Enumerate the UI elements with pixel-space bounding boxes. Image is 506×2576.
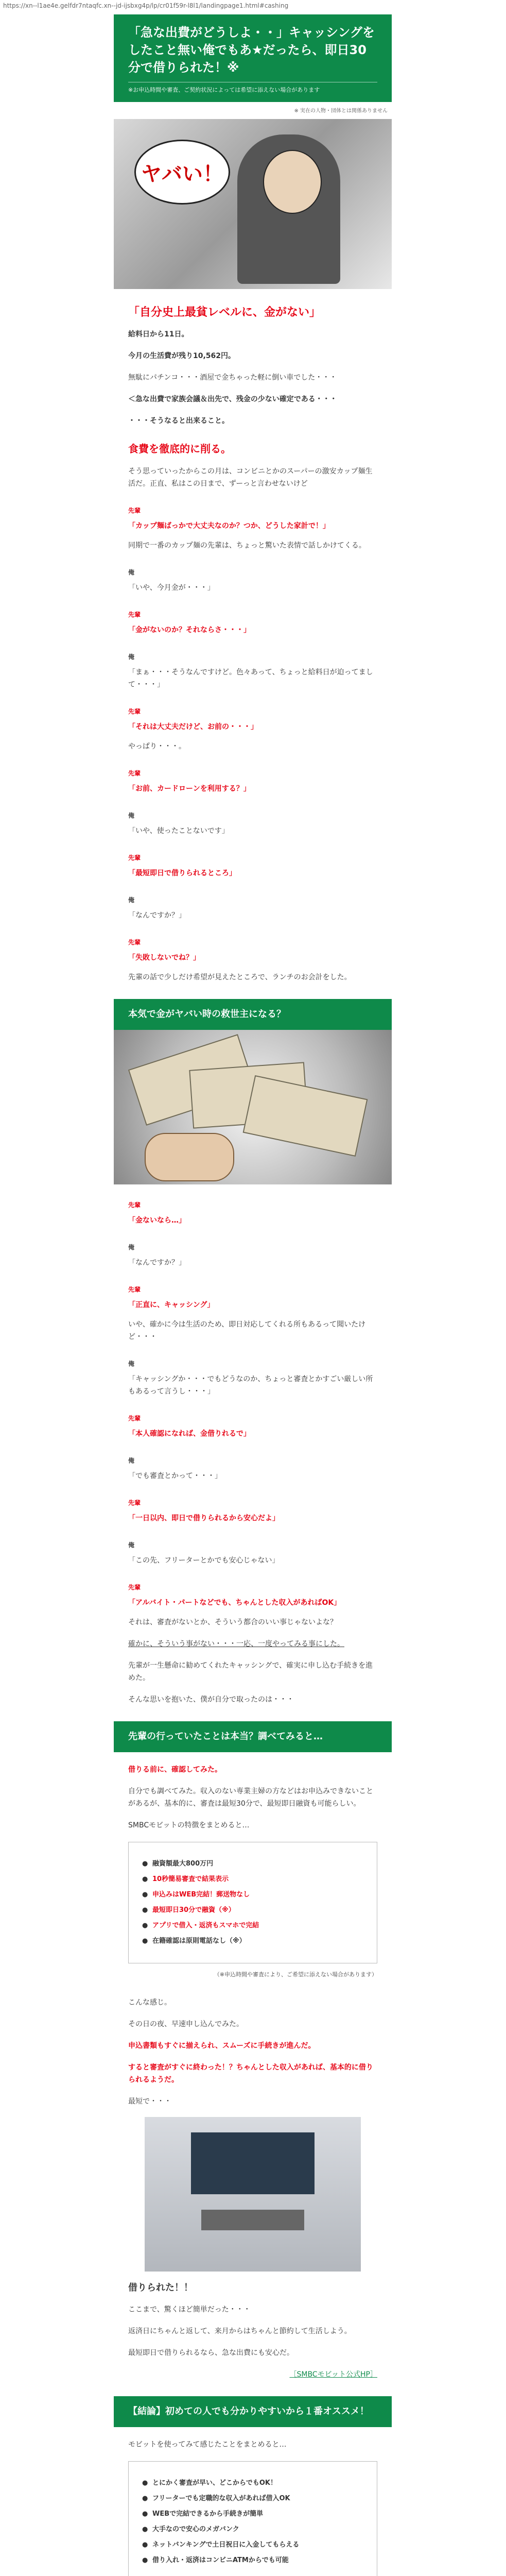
bullet-icon: ● xyxy=(142,2541,148,2549)
dialogue-speaker: 俺 xyxy=(128,1457,135,1464)
bullet-icon: ● xyxy=(142,2526,148,2533)
list-item xyxy=(142,1936,363,1946)
list-item xyxy=(142,2540,363,2550)
list-item-text: 最短即日30分で融資（※） xyxy=(152,1906,235,1914)
dialogue-speaker: 先輩 xyxy=(128,1286,141,1293)
list-item xyxy=(142,2509,363,2519)
bullet-icon: ● xyxy=(142,2495,148,2502)
list-item xyxy=(142,1921,363,1931)
dialogue-speaker: 俺 xyxy=(128,812,135,819)
dialogue-speaker: 先輩 xyxy=(128,507,141,514)
atm-photo xyxy=(145,2117,361,2272)
list-item-text: とにかく審査が早い、どこからでもOK！ xyxy=(152,2479,277,2487)
dialogue-speaker: 先輩 xyxy=(128,770,141,777)
dialogue-line: 「キャッシングか・・・でもどうなのか、ちょっと審査とかすごい厳しい所もあるって言うし・・・」 xyxy=(128,1375,373,1396)
bullet-icon: ● xyxy=(142,1906,148,1914)
paragraph: ・・・そうなると出来ること。 xyxy=(128,417,229,425)
dialogue-line: 「それは大丈夫だけど、お前の・・・」 xyxy=(128,723,258,731)
dialogue-speaker: 俺 xyxy=(128,569,135,576)
dialogue-speaker: 先輩 xyxy=(128,611,141,618)
paragraph: モビットを使ってみて感じたことをまとめると… xyxy=(128,2441,287,2449)
paragraph: こんな感じ。 xyxy=(128,1998,171,2007)
dialogue-line: 「失敗しないでね？」 xyxy=(128,954,200,962)
official-site-link[interactable]: ［SMBCモビット公式HP］ xyxy=(289,2370,377,2379)
dialogue-speaker: 俺 xyxy=(128,1244,135,1251)
list-item xyxy=(142,2555,363,2566)
bullet-icon: ● xyxy=(142,1922,148,1929)
dialogue-line: 「金がないのか？それならさ・・・」 xyxy=(128,626,251,634)
emphasis-heading: 食費を徹底的に削る。 xyxy=(128,443,231,455)
bullet-icon: ● xyxy=(142,2510,148,2518)
list-item-text: 融資額最大800万円 xyxy=(152,1860,214,1868)
features-box xyxy=(128,1842,377,1963)
list-item xyxy=(142,2524,363,2535)
atm-slot xyxy=(201,2210,304,2230)
dialogue-line: 「お前、カードローンを利用する？」 xyxy=(128,785,251,793)
list-item-text: ネットバンキングで土日祝日に入金してもらえる xyxy=(152,2541,300,2549)
bullet-icon: ● xyxy=(142,1860,148,1868)
list-item xyxy=(142,2494,363,2504)
dialogue-block xyxy=(128,504,377,984)
dialogue-speaker: 先輩 xyxy=(128,1201,141,1209)
features-list xyxy=(142,1859,363,1946)
hand-drawing xyxy=(145,1133,234,1181)
dialogue-speaker: 先輩 xyxy=(128,854,141,861)
illustration-face xyxy=(263,150,322,214)
dialogue-line: 「一日以内、即日で借りられるから安心だよ」 xyxy=(128,1514,280,1522)
dialogue-line: 「アルバイト・パートなどでも、ちゃんとした収入があればOK」 xyxy=(128,1599,341,1607)
hero-title: 「急な出費がどうしよ・・」キャッシングをしたこと無い俺でもあ★だったら、即日30分で借りられた！※ xyxy=(128,25,375,75)
hero-banner xyxy=(114,14,392,102)
list-item xyxy=(142,2478,363,2488)
list-item xyxy=(142,1859,363,1869)
exclaim-bubble: ヤバい！ xyxy=(134,140,230,205)
atm-screen xyxy=(191,2132,315,2194)
paragraph: 今月の生活費が残り10,562円。 xyxy=(128,352,236,360)
paragraph: 申込書類もすぐに揃えられ、スムーズに手続きが進んだ。 xyxy=(128,2042,316,2050)
list-item-text: フリーターでも定職的な収入があれば借入OK xyxy=(152,2495,290,2502)
paragraph: 給料日から11日。 xyxy=(128,330,189,338)
dialogue-line: 「でも審査とかって・・・」 xyxy=(128,1472,222,1480)
dialogue-line: 「カップ麺ばっかで大丈夫なのか？つか、どうした家計で！」 xyxy=(128,522,330,530)
list-item-text: 10秒簡易審査で結果表示 xyxy=(152,1875,229,1883)
dialogue-speaker: 俺 xyxy=(128,896,135,904)
dialogue-line: 「本人確認になれば、金借りれるで」 xyxy=(128,1430,251,1438)
paragraph: 最短即日で借りられるなら、急な出費にも安心だ。 xyxy=(128,2349,294,2357)
paragraph: それは、審査がないとか、そういう都合のいい事じゃないよな？ xyxy=(128,1618,337,1626)
hero-subtitle: ※お申込時間や審査、ご契約状況によっては希望に添えない場合があります xyxy=(128,82,377,94)
list-item-text: アプリで借入・返済もスマホで完結 xyxy=(152,1922,259,1929)
features-note: （※申込時間や審査により、ご希望に添えない場合があります） xyxy=(214,1971,377,1978)
paragraph: ＜急な出費で家族会議＆出先で、残金の少ない確定である・・・ xyxy=(128,395,337,403)
bullet-icon: ● xyxy=(142,1875,148,1883)
section-heading: 先輩の行っていたことは本当？調べてみると… xyxy=(114,1721,392,1752)
list-item-text: WEBで完結できるから手続きが簡単 xyxy=(152,2510,264,2518)
paragraph: すると審査がすぐに終わった！？ちゃんとした収入があれば、基本的に借りられるようだ。 xyxy=(128,2063,373,2084)
paragraph: 先輩が一生懸命に勧めてくれたキャッシングで、確実に申し込む手続きを進めた。 xyxy=(128,1662,373,1682)
bullet-icon: ● xyxy=(142,1937,148,1945)
dialogue-line: 「この先、フリーターとかでも安心じゃない」 xyxy=(128,1556,280,1565)
list-item xyxy=(142,1890,363,1900)
manga-illustration xyxy=(114,119,392,289)
dialogue-speaker: 先輩 xyxy=(128,1499,141,1506)
dialogue-line: 「正直に、キャッシング」 xyxy=(128,1301,215,1309)
dialogue-line: 「いや、今月金が・・・」 xyxy=(128,584,215,592)
article-body xyxy=(114,307,392,2576)
dialogue-speaker: 先輩 xyxy=(128,1415,141,1422)
dialogue-line: いや、確かに今は生活のため、即日対応してくれる所もあるって聞いたけど・・・ xyxy=(128,1320,366,1341)
summary-list xyxy=(142,2478,363,2566)
summary-box xyxy=(128,2461,377,2576)
landing-page xyxy=(114,14,392,2576)
paragraph: 借りられた！！ xyxy=(128,2282,193,2293)
dialogue-speaker: 先輩 xyxy=(128,1584,141,1591)
article-heading: 「自分史上最貧レベルに、金がない」 xyxy=(128,306,321,319)
paragraph: その日の夜、早速申し込んでみた。 xyxy=(128,2020,243,2028)
paragraph: 自分でも調べてみた。収入のない専業主婦の方などはお申込みできないことがあるが、基本的に、審査は最短30分で、最短即日融資も可能らしい。 xyxy=(128,1787,373,1808)
list-item xyxy=(142,1905,363,1916)
dialogue-line: 「金ないなら…」 xyxy=(128,1216,186,1225)
dialogue-line: 「最短即日で借りられるところ」 xyxy=(128,869,236,877)
list-item-text: 大手なので安心のメガバンク xyxy=(152,2526,239,2533)
bullet-icon: ● xyxy=(142,2479,148,2487)
paragraph: そう思っていったからこの月は、コンビニとかのスーパーの激安カップ麺生活だ。正直、私はこの日まで、ずーっと言わせないけど xyxy=(128,467,373,488)
dialogue-line: 「まぁ・・・そうなんですけど。色々あって、ちょっと給料日が迫ってまして・・・」 xyxy=(128,668,373,689)
hero-credit: ※ 実在の人物・団体とは関係ありません xyxy=(294,108,388,114)
section-heading: 本気で金がヤバい時の救世主になる？ xyxy=(114,999,392,1030)
bullet-icon: ● xyxy=(142,2556,148,2564)
paragraph: ここまで、驚くほど簡単だった・・・ xyxy=(128,2306,251,2314)
list-item-text: 申込みはWEB完結！郵送物なし xyxy=(152,1891,250,1899)
official-link-wrap xyxy=(128,2368,377,2381)
bullet-icon: ● xyxy=(142,1891,148,1899)
dialogue-line: 同期で一番のカップ麺の先輩は、ちょっと驚いた表情で話しかけてくる。 xyxy=(128,541,366,550)
dialogue-speaker: 先輩 xyxy=(128,939,141,946)
address-bar[interactable]: https://xn--l1ae4e.gelfdr7ntaqfc.xn--jd-ijsbxg4p/lp/cr01f59r-l8l1/landingpage1.html#cashing xyxy=(0,0,506,11)
paragraph: 最短で・・・ xyxy=(128,2097,171,2106)
dialogue-line: 「なんですか？」 xyxy=(128,1259,186,1267)
dialogue-line: 「なんですか？」 xyxy=(128,911,186,920)
dialogue-speaker: 先輩 xyxy=(128,708,141,715)
dialogue-speaker: 俺 xyxy=(128,653,135,660)
paragraph: 確かに、そういう事がない・・・一応、一度やってみる事にした。 xyxy=(128,1640,344,1648)
list-item xyxy=(142,1874,363,1885)
list-item-text: 在籍確認は原則電話なし（※） xyxy=(152,1937,246,1945)
paragraph: 返済日にちゃんと返して、来月からはちゃんと節約して生活しよう。 xyxy=(128,2327,352,2335)
dialogue-speaker: 俺 xyxy=(128,1360,135,1367)
dialogue-line: 「いや、使ったことないです」 xyxy=(128,827,229,835)
paragraph: 借りる前に、確認してみた。 xyxy=(128,1766,222,1774)
section-heading: 【結論】初めての人でも分かりやすいから１番オススメ！ xyxy=(114,2396,392,2427)
dialogue-line: 先輩の話で少しだけ希望が見えたところで、ランチのお会計をした。 xyxy=(128,973,352,981)
banknote xyxy=(243,1075,368,1157)
list-item-text: 借り入れ・返済はコンビニATMからでも可能 xyxy=(152,2556,289,2564)
dialogue-speaker: 俺 xyxy=(128,1541,135,1549)
paragraph: 無駄にパチンコ・・・酒屋で金ちゃった軽に倒い車でした・・・ xyxy=(128,374,337,382)
dialogue-block xyxy=(128,1199,377,1609)
paragraph: SMBCモビットの特徴をまとめると… xyxy=(128,1821,250,1829)
dialogue-line: やっぱり・・・。 xyxy=(128,742,186,751)
paragraph: そんな思いを抱いた、僕が自分で取ったのは・・・ xyxy=(128,1696,294,1704)
money-illustration xyxy=(114,1030,392,1184)
